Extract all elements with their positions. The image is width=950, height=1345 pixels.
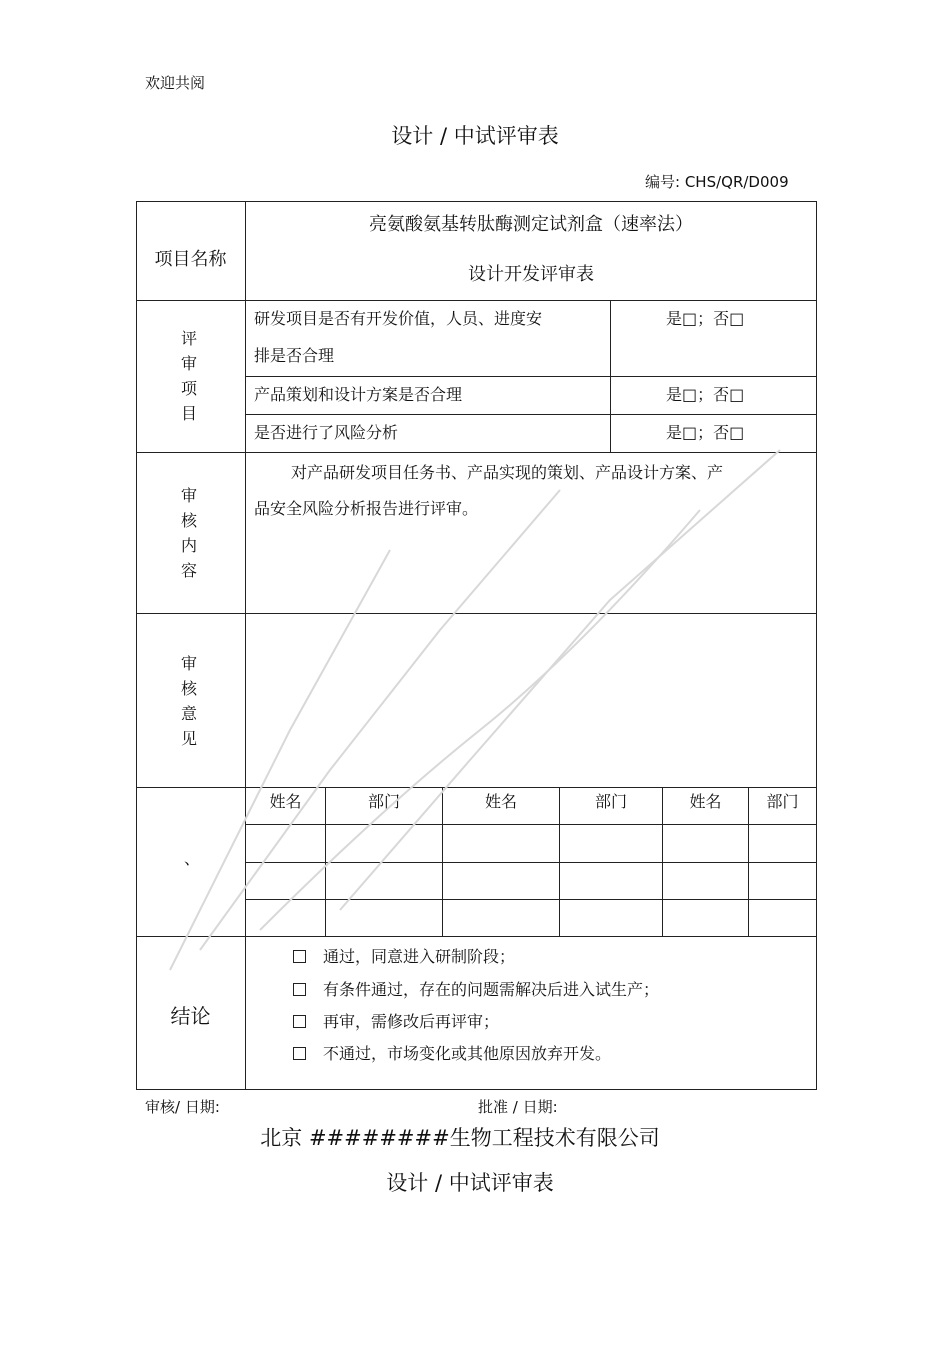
header-name: 姓名 bbox=[689, 792, 722, 811]
header-name: 姓名 bbox=[484, 792, 517, 811]
review-item-3-answer[interactable]: 是□；否□ bbox=[666, 423, 745, 442]
table-border-top bbox=[136, 201, 817, 202]
review-items-label: 评审项目 bbox=[180, 329, 197, 423]
answer-column-divider bbox=[610, 300, 611, 452]
option-text: 再审，需修改后再评审； bbox=[323, 1012, 500, 1031]
option-text: 通过，同意进入研制阶段； bbox=[323, 947, 516, 966]
row-divider bbox=[245, 862, 817, 863]
review-item-1-line1: 研发项目是否有开发价值，人员、进度安 bbox=[254, 309, 543, 328]
reviewer-date-label: 审核/ 日期: bbox=[145, 1098, 220, 1116]
review-item-2: 产品策划和设计方案是否合理 bbox=[254, 385, 463, 404]
section-divider bbox=[136, 787, 817, 788]
row-divider bbox=[245, 376, 817, 377]
table-border-left bbox=[136, 201, 137, 1090]
company-name: 北京 ########生物工程技术有限公司 bbox=[260, 1126, 660, 1150]
audit-content-line1: 对产品研发项目任务书、产品实现的策划、产品设计方案、产 bbox=[291, 463, 724, 482]
row-divider bbox=[245, 414, 817, 415]
header-name: 姓名 bbox=[269, 792, 302, 811]
review-form-table bbox=[136, 201, 817, 1090]
header-department: 部门 bbox=[766, 792, 799, 811]
review-item-1-answer[interactable]: 是□；否□ bbox=[666, 309, 745, 328]
row-divider bbox=[245, 824, 817, 825]
participants-mark: 、 bbox=[184, 849, 201, 868]
section-divider bbox=[136, 300, 817, 301]
conclusion-option-reject[interactable] bbox=[293, 1044, 611, 1063]
table-border-bottom bbox=[136, 1089, 817, 1090]
section-divider bbox=[136, 936, 817, 937]
label-column-divider bbox=[245, 201, 246, 1090]
review-item-2-answer[interactable]: 是□；否□ bbox=[666, 385, 745, 404]
review-item-3: 是否进行了风险分析 bbox=[254, 423, 399, 442]
welcome-text: 欢迎共阅 bbox=[145, 74, 206, 92]
document-number: 编号: CHS/QR/D009 bbox=[645, 173, 789, 191]
section-divider bbox=[136, 613, 817, 614]
conclusion-option-conditional[interactable] bbox=[293, 980, 659, 999]
audit-opinion-label: 审核意见 bbox=[180, 654, 197, 748]
conclusion-option-pass[interactable] bbox=[293, 947, 515, 966]
page-title: 设计 / 中试评审表 bbox=[391, 124, 559, 148]
checkbox[interactable] bbox=[293, 1015, 306, 1028]
row-divider bbox=[245, 899, 817, 900]
checkbox[interactable] bbox=[293, 983, 306, 996]
project-name-line2: 设计开发评审表 bbox=[468, 264, 594, 285]
audit-content-label: 审核内容 bbox=[180, 486, 197, 580]
conclusion-option-rereview[interactable] bbox=[293, 1012, 499, 1031]
option-text: 有条件通过，存在的问题需解决后进入试生产； bbox=[323, 980, 660, 999]
review-item-1-line2: 排是否合理 bbox=[254, 346, 335, 365]
section-divider bbox=[136, 452, 817, 453]
page-title-repeat: 设计 / 中试评审表 bbox=[386, 1171, 554, 1195]
checkbox[interactable] bbox=[293, 950, 306, 963]
header-department: 部门 bbox=[367, 792, 400, 811]
audit-content-line2: 品安全风险分析报告进行评审。 bbox=[254, 499, 479, 518]
checkbox[interactable] bbox=[293, 1047, 306, 1060]
header-department: 部门 bbox=[594, 792, 627, 811]
option-text: 不通过，市场变化或其他原因放弃开发。 bbox=[323, 1044, 612, 1063]
conclusion-label: 结论 bbox=[170, 1004, 211, 1028]
table-border-right bbox=[816, 201, 817, 1090]
project-name-line1: 亮氨酸氨基转肽酶测定试剂盒（速率法） bbox=[369, 214, 693, 235]
project-name-label: 项目名称 bbox=[154, 249, 227, 270]
audit-opinion-area[interactable] bbox=[248, 617, 814, 785]
approver-date-label: 批准 / 日期: bbox=[478, 1098, 558, 1116]
